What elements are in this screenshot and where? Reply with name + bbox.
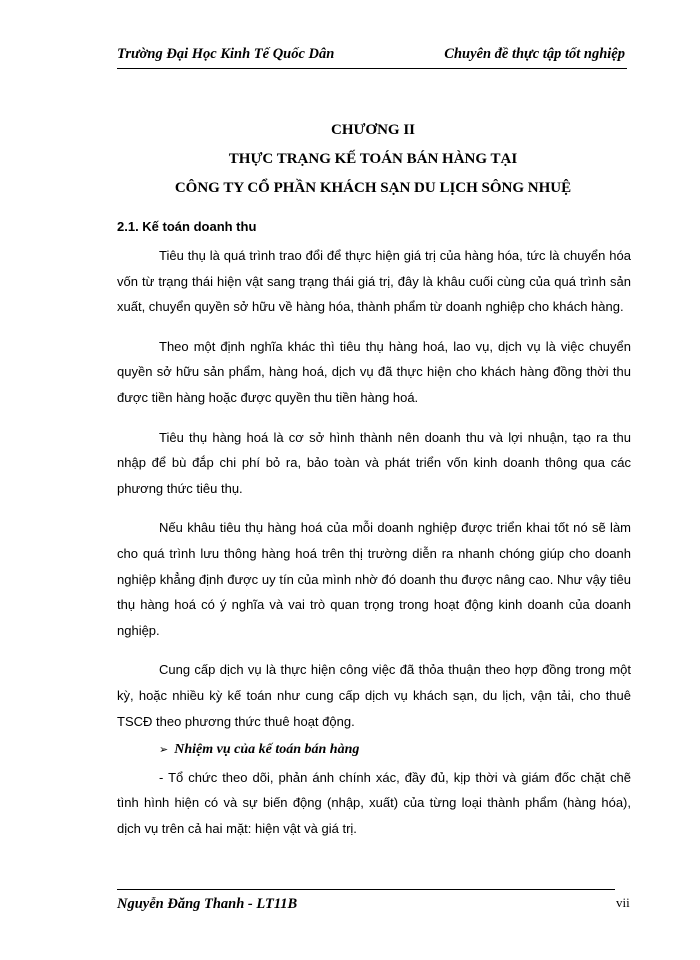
arrow-bullet-icon: ➢ <box>159 743 169 757</box>
paragraph-4: Nếu khâu tiêu thụ hàng hoá của mỗi doanh nghiệp được triển khai tốt nó sẽ làm cho quá trình lưu thông hàng hoá trên thị trường diễn ra nhanh chóng giúp cho doanh nghiệp khẳng định được uy tín của mình nhờ đó doanh thu được nâng cao. Như vậy tiêu thụ hàng hoá có ý nghĩa và vai trò quan trọng trong hoạt động kinh doanh của doanh nghiệp. <box>117 520 631 638</box>
footer-divider <box>117 889 615 890</box>
subheading-text: Nhiệm vụ của kế toán bán hàng <box>174 742 360 758</box>
paragraph-1: Tiêu thụ là quá trình trao đổi để thực hiện giá trị của hàng hóa, tức là chuyển hóa vốn từ trạng thái hiện vật sang trạng thái giá trị, đây là khâu cuối cùng của quá trình sản xuất, chuyển quyền sở hữu về hàng hóa, thành phẩm từ doanh nghiệp cho khách hàng. <box>117 248 631 315</box>
subheading <box>117 737 631 763</box>
paragraph-2: Theo một định nghĩa khác thì tiêu thụ hàng hoá, lao vụ, dịch vụ là việc chuyển quyền sở hữu sản phẩm, hàng hoá, dịch vụ đã thực hiện cho khách hàng đồng thời thu được tiền hàng hoặc được quyền thu tiền hàng hoá. <box>117 338 631 405</box>
paragraph-3: Tiêu thụ hàng hoá là cơ sở hình thành nên doanh thu và lợi nhuận, tạo ra thu nhập để bù đắp chi phí bỏ ra, bảo toàn và phát triển vốn kinh doanh thông qua các phương thức tiêu thụ. <box>117 429 631 496</box>
page-number: vii <box>616 895 630 910</box>
paragraph-5: Cung cấp dịch vụ là thực hiện công việc đã thỏa thuận theo hợp đồng trong một kỳ, hoặc nhiều kỳ kế toán như cung cấp dịch vụ khách sạn, du lịch, vận tải, cho thuê TSCĐ theo phương thức thuê hoạt động. <box>117 662 631 729</box>
chapter-number: CHƯƠNG II <box>330 122 416 138</box>
chapter-title-line-2: CÔNG TY CỔ PHẦN KHÁCH SẠN DU LỊCH SÔNG NHUỆ <box>174 180 572 196</box>
header-report-title: Chuyên đề thực tập tốt nghiệp <box>444 46 625 62</box>
header-school-name: Trường Đại Học Kinh Tế Quốc Dân <box>117 46 335 62</box>
section-heading: 2.1. Kế toán doanh thu <box>117 219 257 234</box>
chapter-title-line-1: THỰC TRẠNG KẾ TOÁN BÁN HÀNG TẠI <box>228 151 518 167</box>
chapter-title-block <box>117 116 629 203</box>
footer-author: Nguyễn Đăng Thanh - LT11B <box>117 896 298 912</box>
body-text <box>117 243 631 841</box>
dash-list-item: - Tổ chức theo dõi, phản ánh chính xác, đầy đủ, kịp thời và giám đốc chặt chẽ tình hình hiện có và sự biến động (nhập, xuất) của từng loại thành phẩm (hàng hóa), dịch vụ trên cả hai mặt: hiện vật và giá trị. <box>117 769 631 836</box>
page-header <box>117 44 627 69</box>
